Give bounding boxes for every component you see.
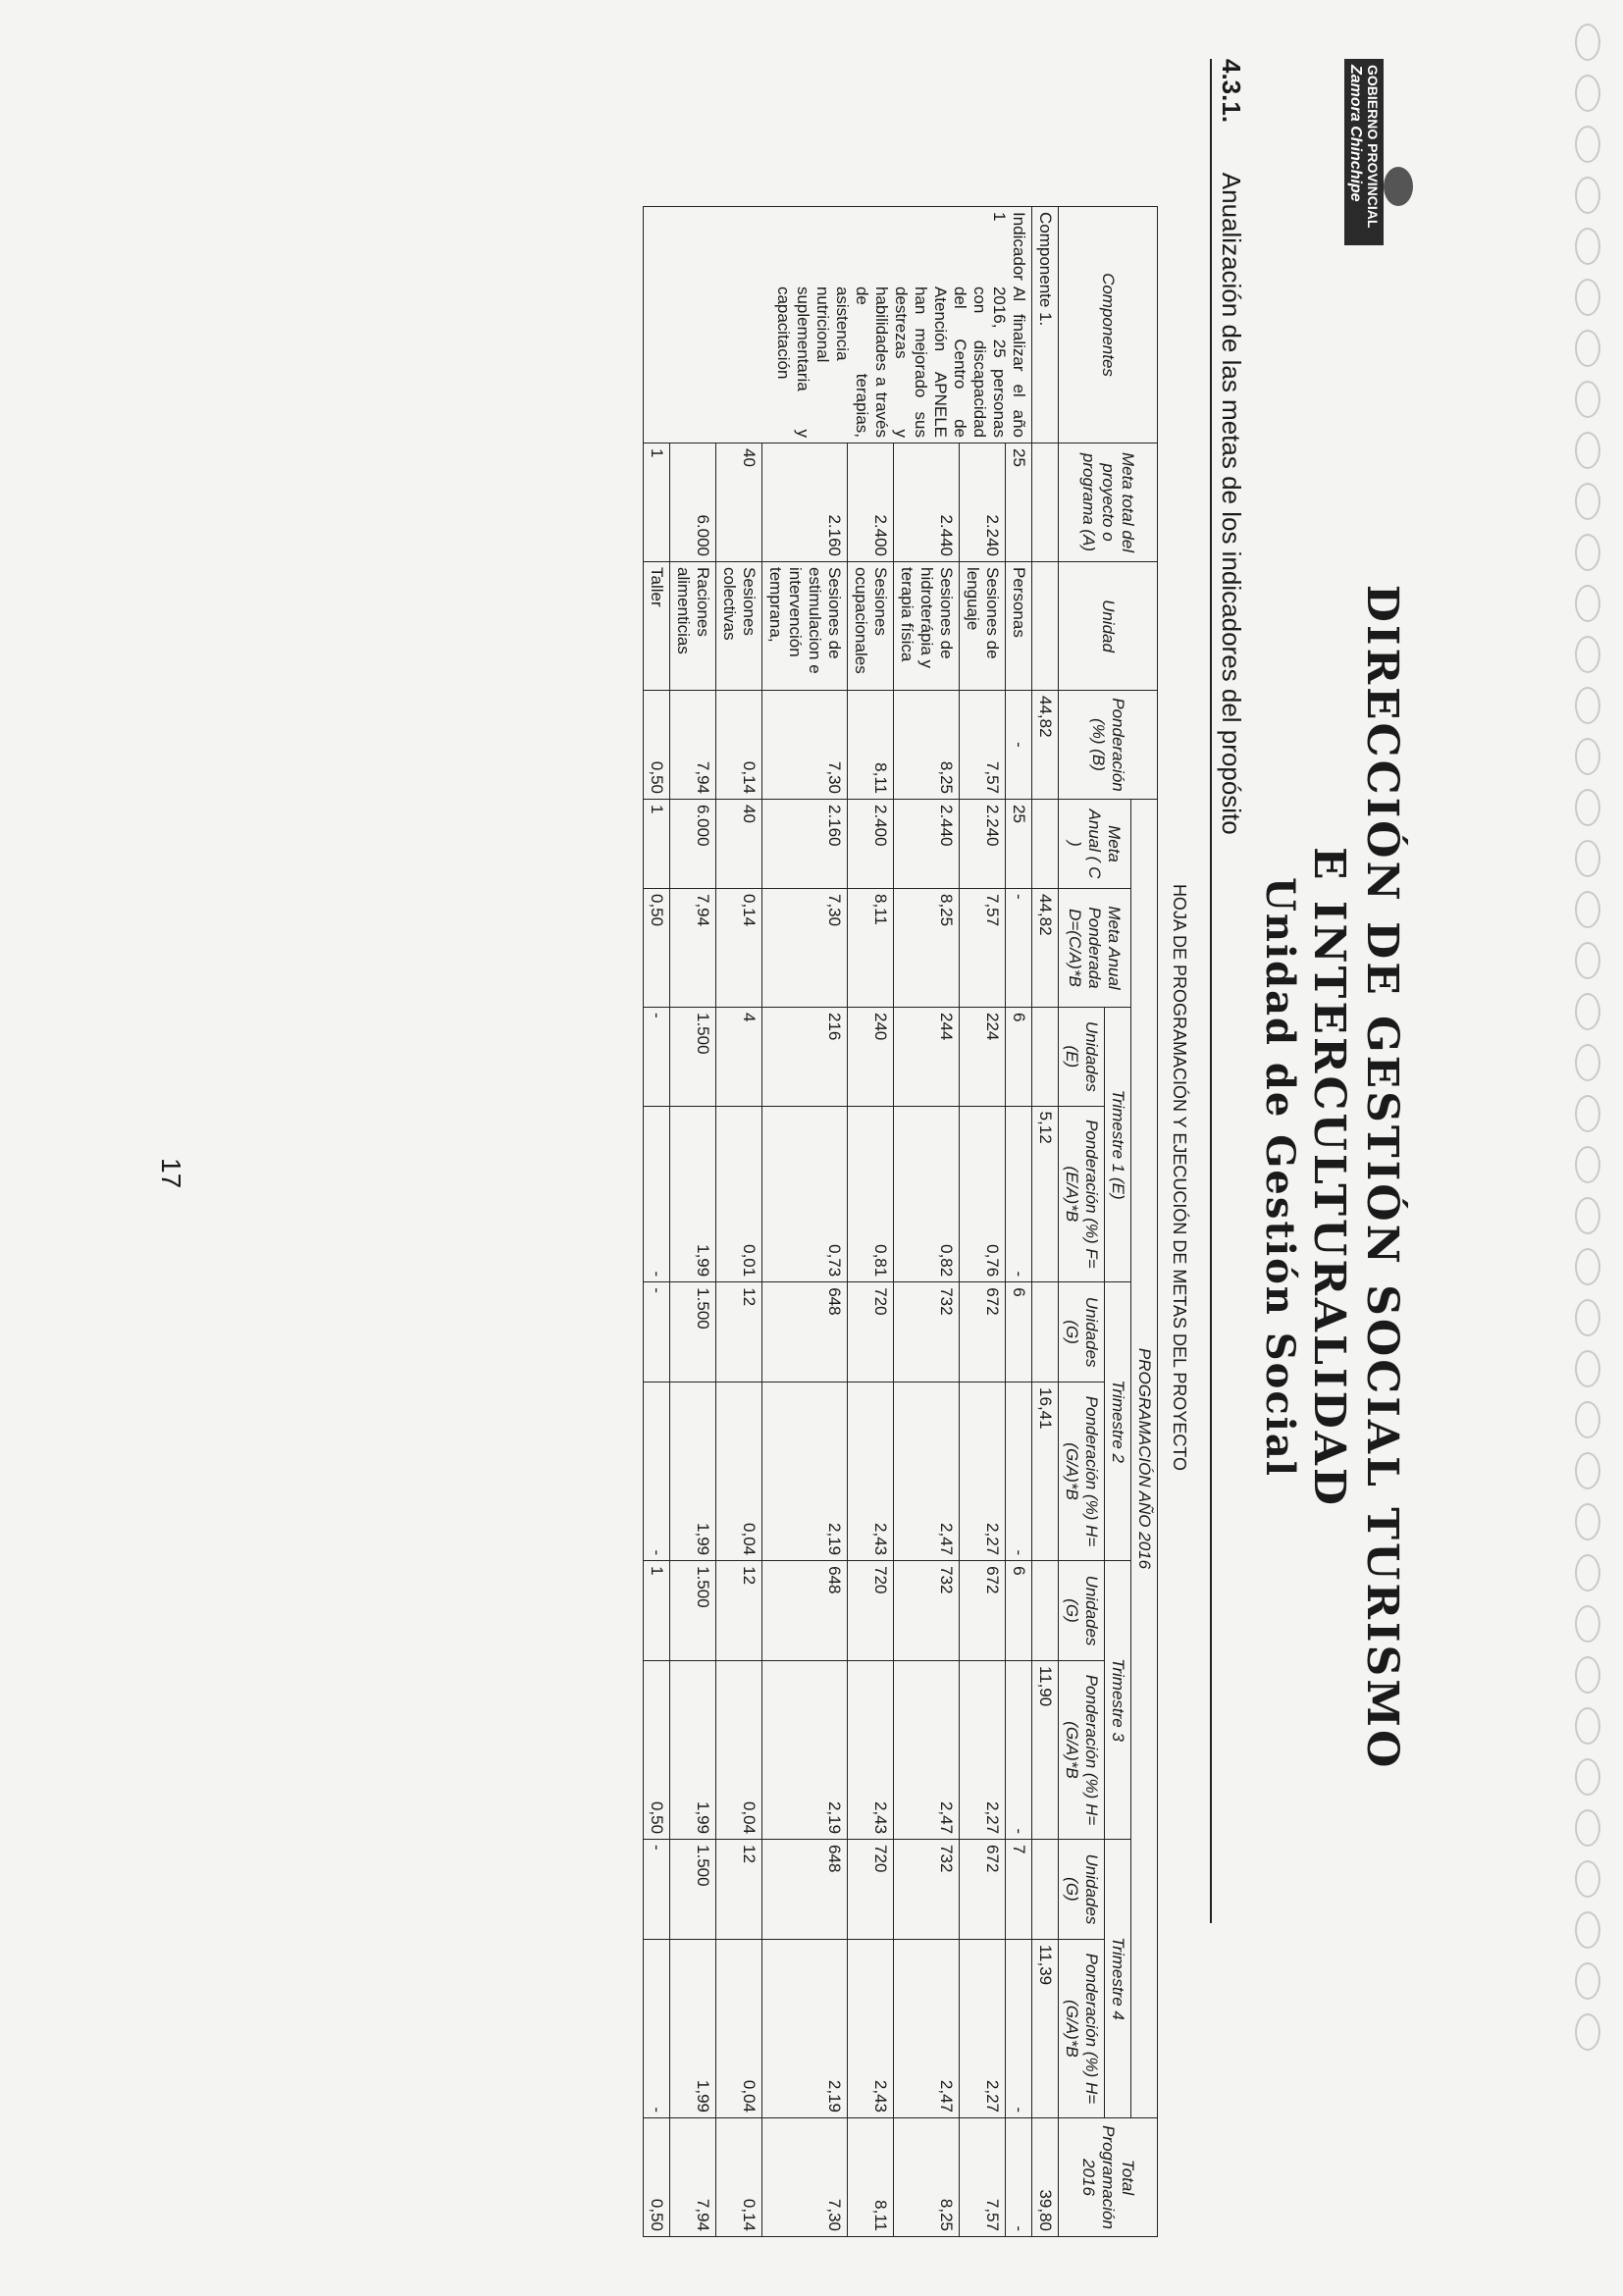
cell: 2,47 [894, 1660, 960, 1839]
cell: - [1006, 1383, 1032, 1561]
cell: 0,04 [716, 1939, 762, 2117]
cell: 1.500 [670, 1840, 716, 1940]
header-trimestre3: Trimestre 3 [1105, 1561, 1131, 1840]
table-row [894, 207, 960, 2237]
page-number: 17 [156, 1158, 186, 1189]
cell: 7,30 [762, 691, 848, 800]
cell: Personas [1006, 562, 1032, 691]
cell: 2.240 [960, 800, 1006, 889]
cell: 0,14 [716, 691, 762, 800]
cell: - [644, 1383, 670, 1561]
cell: 2,19 [762, 1939, 848, 2117]
cell: 648 [762, 1840, 848, 1940]
cell: 6.000 [670, 444, 716, 562]
sheet-subheading: HOJA DE PROGRAMACIÓN Y EJECUCIÓN DE METAS DEL PROYECTO [1170, 883, 1189, 1472]
cell: 1,99 [670, 1660, 716, 1839]
cell: 44,82 [1032, 691, 1059, 800]
cell: 672 [960, 1840, 1006, 1940]
cell: 40 [716, 444, 762, 562]
cell: 8,25 [894, 2118, 960, 2237]
cell: 12 [716, 1840, 762, 1940]
header-t3-units: Unidades (G) [1059, 1561, 1105, 1661]
table-row [960, 207, 1006, 2237]
table-row [644, 207, 670, 2237]
cell: 40 [716, 800, 762, 889]
cell: 2,47 [894, 1939, 960, 2117]
cell: 732 [894, 1282, 960, 1383]
cell: 7 [1006, 1840, 1032, 1940]
header-meta-anual: Meta Anual ( C ) [1059, 800, 1131, 889]
cell: 2,27 [960, 1660, 1006, 1839]
cell: 6 [1006, 1282, 1032, 1383]
header-trimestre1: Trimestre 1 (E) [1105, 1008, 1131, 1282]
cell: 2.160 [762, 800, 848, 889]
cell: 8,11 [848, 889, 894, 1008]
header-unidad: Unidad [1059, 562, 1158, 691]
cell: 1 [644, 1561, 670, 1661]
cell: Sesiones ocupacionales [848, 562, 894, 691]
header-ponderacion: Ponderación (%) (B) [1059, 691, 1158, 800]
cell: 732 [894, 1561, 960, 1661]
cell: 6 [1006, 1561, 1032, 1661]
cell: 7,94 [670, 889, 716, 1008]
cell: 672 [960, 1282, 1006, 1383]
cell: 7,30 [762, 889, 848, 1008]
cell: 1.500 [670, 1561, 716, 1661]
cell: 8,11 [848, 2118, 894, 2237]
cell: 4 [716, 1008, 762, 1107]
table-row [762, 207, 848, 2237]
cell: 7,57 [960, 889, 1006, 1008]
cell: 7,30 [762, 2118, 848, 2237]
cell: 2.440 [894, 444, 960, 562]
cell: 0,50 [644, 1660, 670, 1839]
header-meta-anual-pond: Meta Anual Ponderada D=(C/A)*B [1059, 889, 1131, 1008]
cell: 2,27 [960, 1939, 1006, 2117]
cell: 39,80 [1032, 2118, 1059, 2237]
cell: 5,12 [1032, 1106, 1059, 1282]
header-t2-units: Unidades (G) [1059, 1282, 1105, 1383]
cell: 2.400 [848, 444, 894, 562]
cell: - [644, 1939, 670, 2117]
cell: 720 [848, 1282, 894, 1383]
cell: 244 [894, 1008, 960, 1107]
cell: 720 [848, 1561, 894, 1661]
cell: 12 [716, 1282, 762, 1383]
cell: - [1006, 889, 1032, 1008]
cell: 2,27 [960, 1383, 1006, 1561]
component-row [1032, 207, 1059, 2237]
cell: Raciones alimenticias [670, 562, 716, 691]
logo-line1: GOBIERNO PROVINCIAL [1365, 65, 1381, 229]
cell: 216 [762, 1008, 848, 1107]
cell: - [1006, 1106, 1032, 1282]
cell: - [644, 1008, 670, 1107]
cell: 2,43 [848, 1660, 894, 1839]
header-programacion: PROGRAMACIÓN AÑO 2016 [1131, 800, 1158, 2118]
logo-line2: Zamora Chinchipe [1347, 65, 1364, 202]
cell: 8,25 [894, 691, 960, 800]
header-t1-pond: Ponderación (%) F=(E/A)*B [1059, 1106, 1105, 1282]
header-componentes: Componentes [1059, 207, 1158, 444]
header-total: Total Programación 2016 [1059, 2118, 1158, 2237]
componente-label: Componente 1. [1032, 207, 1059, 444]
cell: - [1006, 1660, 1032, 1839]
cell: - [1006, 1939, 1032, 2117]
cell: 1,99 [670, 1106, 716, 1282]
cell: Sesiones de hidroterápia y terapia física [894, 562, 960, 691]
header-t1-units: Unidades (E) [1059, 1008, 1105, 1107]
header-trimestre2: Trimestre 2 [1105, 1282, 1131, 1561]
table-row [1006, 207, 1032, 2237]
section-heading [1210, 59, 1246, 1923]
cell: 732 [894, 1840, 960, 1940]
title-line2: E INTERCULTURALIDAD [1304, 846, 1354, 1509]
cell: 0,04 [716, 1383, 762, 1561]
cell: 0,14 [716, 889, 762, 1008]
cell: - [1006, 2118, 1032, 2237]
cell: 7,94 [670, 2118, 716, 2237]
cell: 1,99 [670, 1383, 716, 1561]
cell: 2.240 [960, 444, 1006, 562]
cell: 2.400 [848, 800, 894, 889]
title-line1: DIRECCIÓN DE GESTIÓN SOCIAL TURISMO [1357, 584, 1407, 1771]
cell: 2,19 [762, 1383, 848, 1561]
cell: 0,04 [716, 1660, 762, 1839]
cell: 0,01 [716, 1106, 762, 1282]
header-meta-total: Meta total del proyecto o programa (A) [1059, 444, 1158, 562]
table-row [670, 207, 716, 2237]
header-t3-pond: Ponderación (%) H=(G/A)*B [1059, 1660, 1105, 1839]
metas-table [643, 206, 1158, 2237]
cell: 1.500 [670, 1008, 716, 1107]
cell: 8,25 [894, 889, 960, 1008]
cell: 1,99 [670, 1939, 716, 2117]
indicador-cell [644, 207, 1032, 444]
cell: 2.440 [894, 800, 960, 889]
cell: 25 [1006, 444, 1032, 562]
indicador-label: Indicador 1 [990, 212, 1028, 281]
header-t2-pond: Ponderación (%) H=(G/A)*B [1059, 1383, 1105, 1561]
table-row [848, 207, 894, 2237]
header-t4-units: Unidades (G) [1059, 1840, 1105, 1940]
cell: 0,73 [762, 1106, 848, 1282]
cell: 224 [960, 1008, 1006, 1107]
cell: 25 [1006, 800, 1032, 889]
cell: 0,50 [644, 2118, 670, 2237]
cell: - [644, 1106, 670, 1282]
cell: 0,76 [960, 1106, 1006, 1282]
title-line3: Unidad de Gestión Social [1257, 876, 1303, 1478]
cell: 6.000 [670, 800, 716, 889]
header-t4-pond: Ponderación (%) H=(G/A)*B [1059, 1939, 1105, 2117]
cell: 1.500 [670, 1282, 716, 1383]
cell: - [644, 1282, 670, 1383]
cell: 0,14 [716, 2118, 762, 2237]
cell: 2,47 [894, 1383, 960, 1561]
binder-holes [1570, 10, 1605, 2286]
cell: Sesiones colectivas [716, 562, 762, 691]
cell: 0,82 [894, 1106, 960, 1282]
cell: 0,50 [644, 691, 670, 800]
cell: 7,57 [960, 691, 1006, 800]
section-number: 4.3.1. [1217, 59, 1246, 124]
indicador-text: Al finalizar el año 2016, 25 personas con discapacidad del Centro de Atención APNELE han mejorado sus destrezas y habilidades a través de terapias, asistencia nutricional suplementaria y capacitación [774, 286, 1028, 438]
cell: 2,43 [848, 1939, 894, 2117]
table-row [716, 207, 762, 2237]
cell: 0,81 [848, 1106, 894, 1282]
cell: 2.160 [762, 444, 848, 562]
cell: 12 [716, 1561, 762, 1661]
cell: 1 [644, 444, 670, 562]
cell: 648 [762, 1282, 848, 1383]
rotated-sheet [137, 59, 1413, 2296]
cell: Sesiones de estimulacion e intervención temprana, [762, 562, 848, 691]
cell: 672 [960, 1561, 1006, 1661]
cell: 16,41 [1032, 1383, 1059, 1561]
cell: 7,57 [960, 2118, 1006, 2237]
cell: - [1006, 691, 1032, 800]
cell: 2,43 [848, 1383, 894, 1561]
cell: - [644, 1840, 670, 1940]
cell: 240 [848, 1008, 894, 1107]
cell: 1 [644, 800, 670, 889]
header-trimestre4: Trimestre 4 [1105, 1840, 1131, 2118]
cell: Sesiones de lenguaje [960, 562, 1006, 691]
cell: 11,90 [1032, 1660, 1059, 1839]
cell: 44,82 [1032, 889, 1059, 1008]
cell: 6 [1006, 1008, 1032, 1107]
cell: Taller [644, 562, 670, 691]
cell: 648 [762, 1561, 848, 1661]
cell: 2,19 [762, 1660, 848, 1839]
cell: 11,39 [1032, 1939, 1059, 2117]
section-title: Anualización de las metas de los indicadores del propósito [1217, 172, 1246, 835]
cell: 720 [848, 1840, 894, 1940]
cell: 0,50 [644, 889, 670, 1008]
cell: 7,94 [670, 691, 716, 800]
cell: 8,11 [848, 691, 894, 800]
